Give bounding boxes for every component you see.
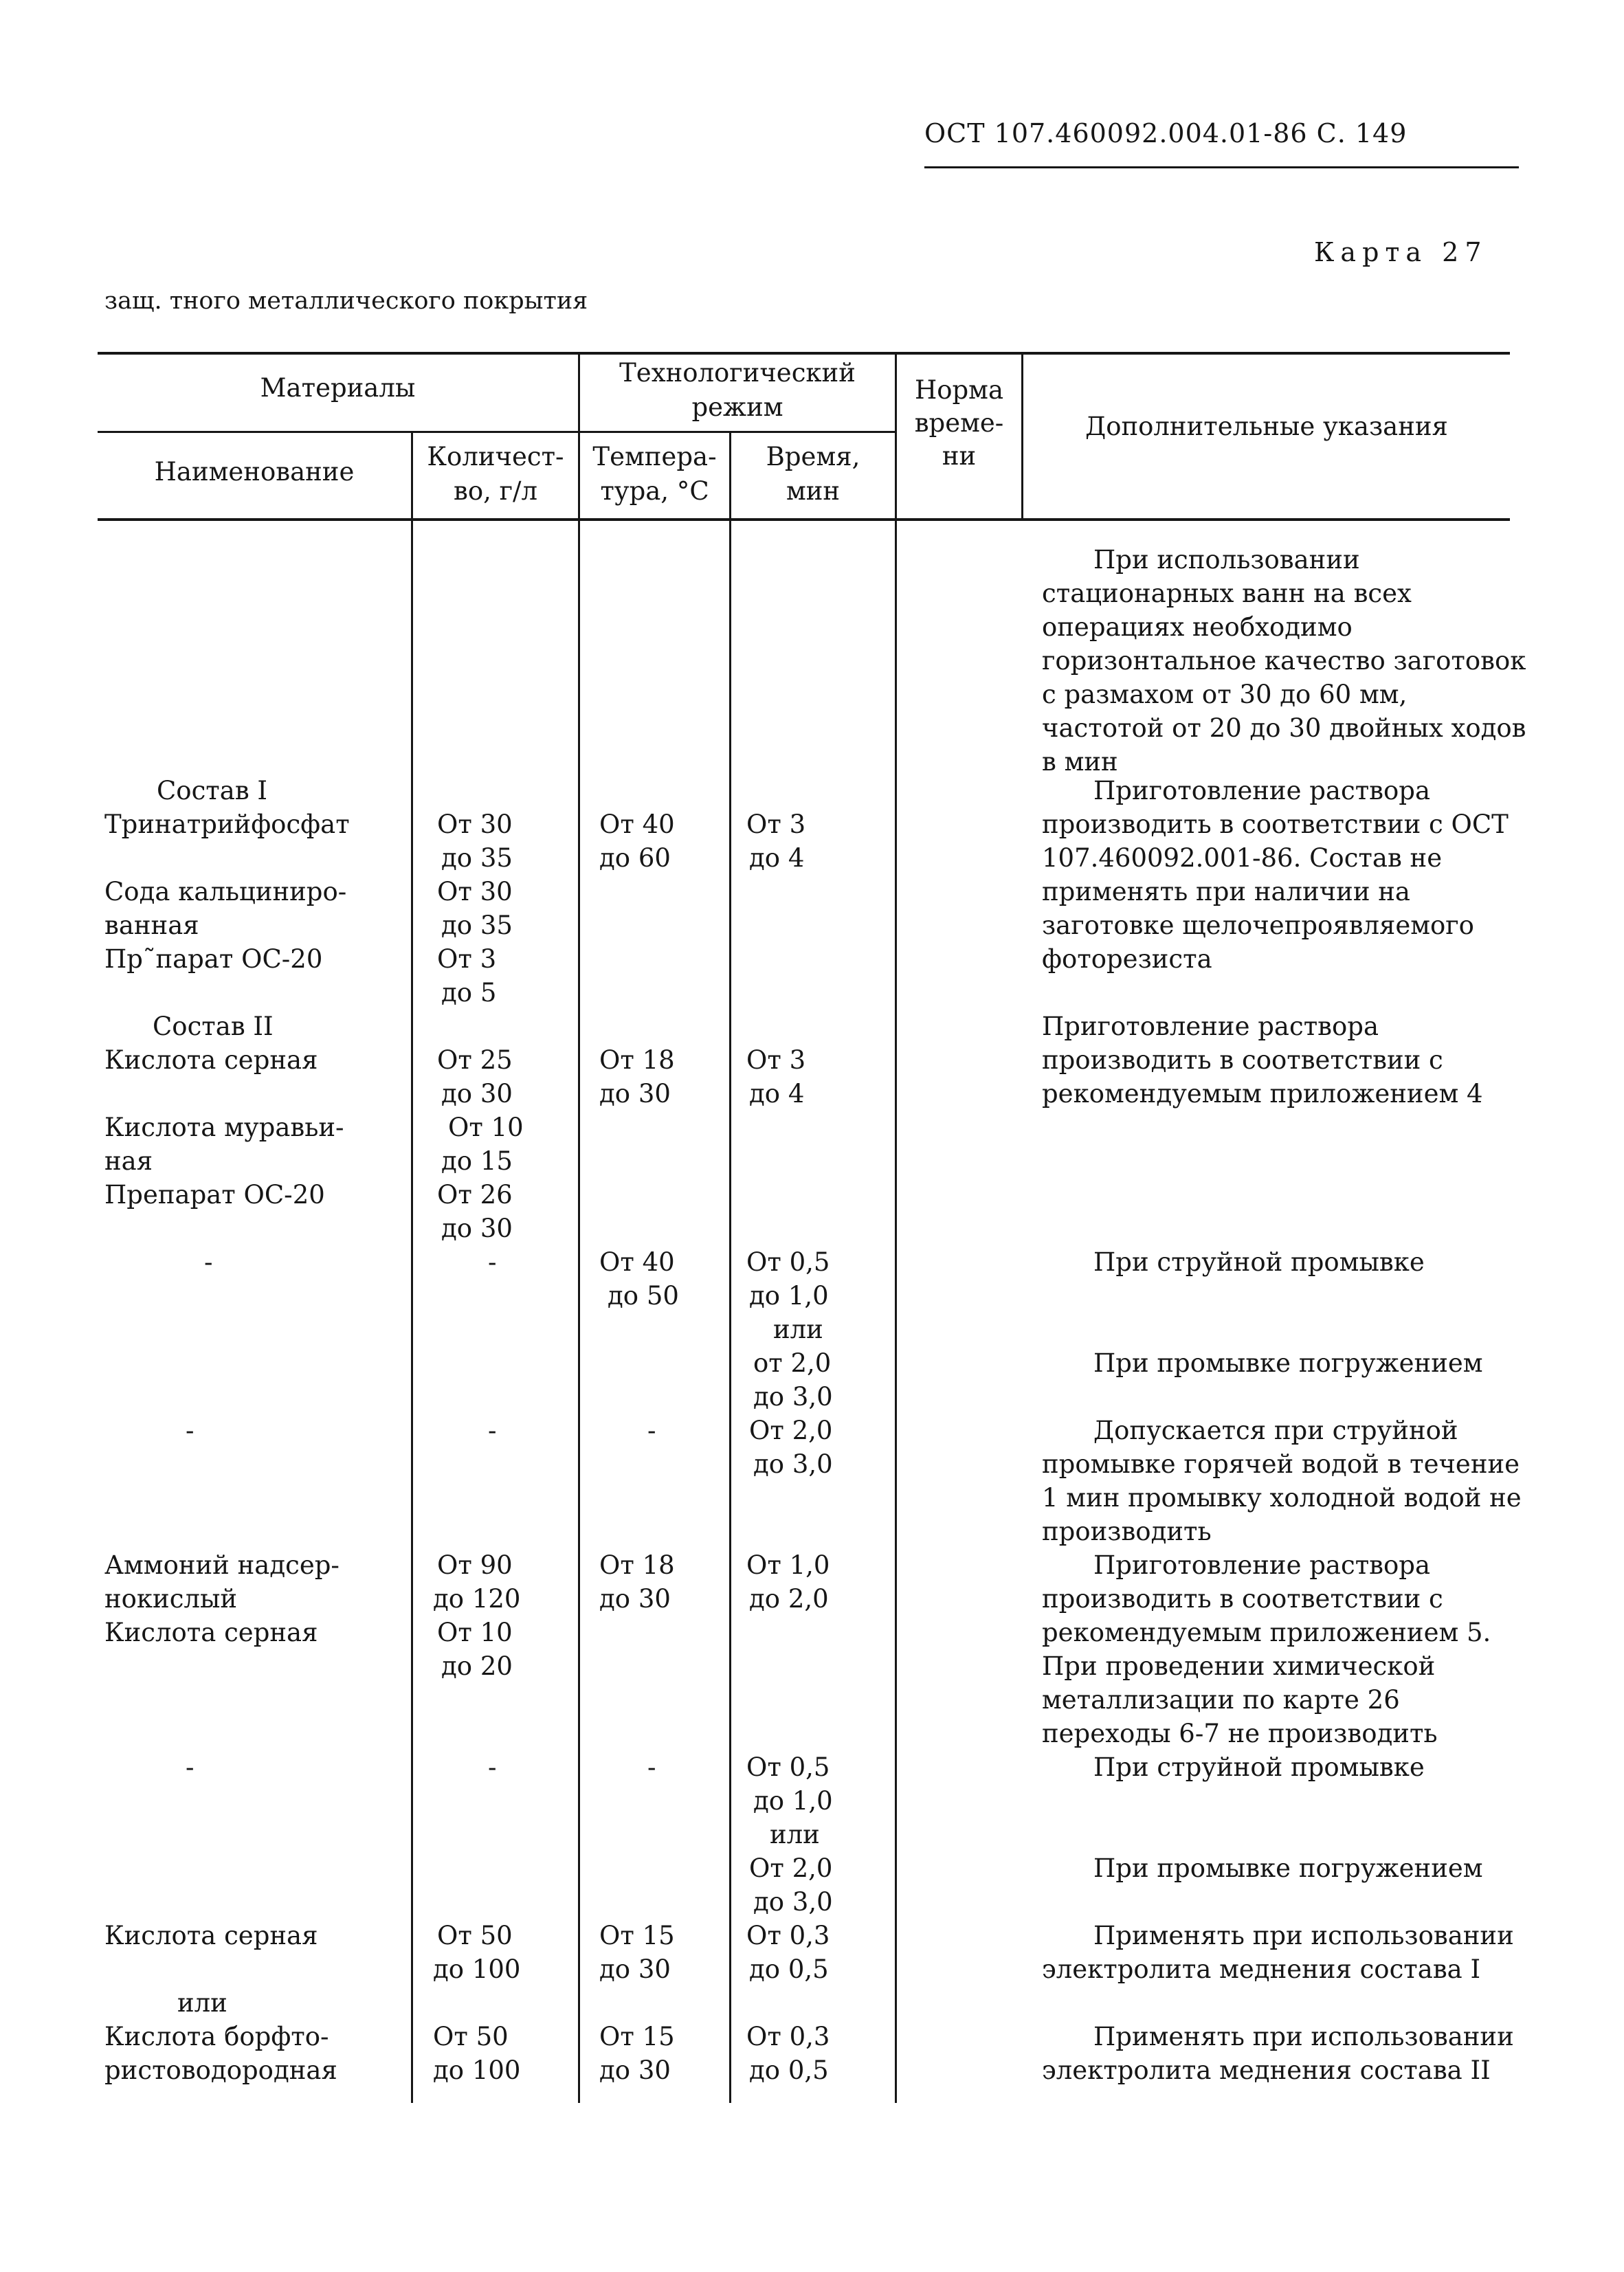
temperature-cell: до 30 — [599, 1079, 671, 1109]
table-top-rule — [98, 352, 1510, 355]
note: Применять при использовании электролита меднения состава II — [1042, 2022, 1514, 2085]
header-name: Наименование — [154, 457, 355, 487]
quantity-cell: до 30 — [441, 1079, 513, 1109]
time-cell: От 3 — [746, 810, 806, 839]
note: При промывке погружением — [1093, 1348, 1483, 1378]
time-cell: От 0,3 — [746, 2022, 830, 2051]
card-number: Карта 27 — [1314, 237, 1488, 267]
time-cell: От 1,0 — [746, 1550, 830, 1580]
note: Применять при использовании электролита меднения состава I — [1042, 1921, 1514, 1984]
header-materials: Материалы — [260, 373, 416, 403]
time-cell: От 0,3 — [746, 1921, 830, 1950]
header-temperature-1: Темпера- — [592, 442, 717, 471]
quantity-cell: От 50 — [433, 2022, 509, 2051]
col-divider-3 — [729, 433, 731, 2103]
quantity-cell: От 26 — [437, 1180, 513, 1210]
quantity-cell-dash: - — [488, 1752, 497, 1782]
temperature-cell: От 40 — [599, 1247, 675, 1277]
col-divider-1 — [411, 433, 413, 2103]
note: Допускается при струйной промывке горячей водой в течение 1 мин промывку холодной водой не производить — [1042, 1416, 1522, 1546]
name-cell: Кислота муравьи- — [104, 1113, 344, 1142]
quantity-cell: до 35 — [441, 911, 513, 940]
note: Приготовление раствора производить в соответствии с рекомендуемым приложением 5. При проведении химической металлизации по карте 26 переходы 6-7 не производить — [1042, 1550, 1491, 1748]
time-cell: до 3,0 — [753, 1449, 833, 1479]
time-cell: от 2,0 — [753, 1348, 832, 1378]
temperature-cell: От 15 — [599, 1921, 675, 1950]
time-cell: до 4 — [749, 843, 805, 873]
document-reference: ОСТ 107.460092.004.01-86 С. 149 — [924, 118, 1408, 148]
quantity-cell: От 90 — [437, 1550, 513, 1580]
name-cell: Кислота серная — [104, 1618, 318, 1647]
name-cell-dash: - — [204, 1247, 213, 1277]
quantity-cell: От 10 — [437, 1618, 513, 1647]
note: Приготовление раствора производить в соответствии с рекомендуемым приложением 4 — [1042, 1012, 1483, 1109]
quantity-cell: От 30 — [437, 810, 513, 839]
time-cell: до 3,0 — [753, 1382, 833, 1412]
name-cell: или — [177, 1988, 227, 2018]
time-cell: до 1,0 — [753, 1786, 833, 1816]
header-tech-mode: Технологический режим — [619, 358, 856, 422]
temperature-cell: От 18 — [599, 1550, 675, 1580]
header-temperature-2: тура, °С — [600, 476, 709, 506]
quantity-cell-dash: - — [488, 1416, 497, 1445]
temperature-cell: От 18 — [599, 1045, 675, 1075]
header-mid-rule-left — [98, 431, 896, 433]
temperature-cell: до 30 — [599, 1954, 671, 1984]
time-cell: до 1,0 — [749, 1281, 829, 1311]
temperature-cell-dash: - — [647, 1752, 656, 1782]
time-cell: От 3 — [746, 1045, 806, 1075]
quantity-cell: до 120 — [433, 1584, 521, 1614]
name-cell: нокислый — [104, 1584, 238, 1614]
quantity-cell-dash: - — [488, 1247, 497, 1277]
quantity-cell: От 10 — [448, 1113, 524, 1142]
temperature-cell: до 30 — [599, 1584, 671, 1614]
temperature-cell: От 40 — [599, 810, 675, 839]
col-divider-4 — [895, 355, 897, 2103]
header-additional: Дополнительные указания — [1085, 412, 1448, 441]
time-cell: или — [770, 1820, 820, 1849]
temperature-cell: От 15 — [599, 2022, 675, 2051]
temperature-cell: до 50 — [608, 1281, 679, 1311]
temperature-cell: до 30 — [599, 2056, 671, 2085]
quantity-cell: до 100 — [433, 2056, 521, 2085]
note: При использовании стационарных ванн на всех операциях необходимо горизонтальное качество заготовок с размахом от 30 до 60 мм, частотой от 20 до 30 двойных ходов в мин — [1042, 545, 1526, 777]
quantity-cell: до 100 — [433, 1954, 521, 1984]
quantity-cell: до 35 — [441, 843, 513, 873]
time-cell: до 2,0 — [749, 1584, 829, 1614]
note: При промывке погружением — [1093, 1853, 1483, 1883]
header-quantity-2: во, г/л — [454, 476, 537, 506]
name-cell: Препарат ОС-20 — [104, 1180, 325, 1210]
time-cell: или — [773, 1315, 823, 1344]
name-cell: Пр˜парат ОС-20 — [104, 944, 323, 974]
time-cell: От 0,5 — [746, 1247, 830, 1277]
name-cell-dash: - — [186, 1752, 194, 1782]
time-cell: От 2,0 — [749, 1853, 833, 1883]
time-cell: От 2,0 — [749, 1416, 833, 1445]
name-cell: Состав I — [157, 776, 268, 805]
time-cell: до 0,5 — [749, 2056, 829, 2085]
note: Приготовление раствора производить в соответствии с ОСТ 107.460092.001-86. Состав не применять при наличии на заготовке щелочепроявляемого фоторезиста — [1042, 776, 1509, 974]
time-cell: до 4 — [749, 1079, 805, 1109]
quantity-cell: От 3 — [437, 944, 497, 974]
note: При струйной промывке — [1093, 1247, 1425, 1277]
name-cell: Состав II — [153, 1012, 274, 1041]
name-cell: Кислота серная — [104, 1921, 318, 1950]
quantity-cell: От 50 — [437, 1921, 513, 1950]
quantity-cell: до 5 — [441, 978, 497, 1007]
header-time-2: мин — [786, 476, 841, 506]
note: При струйной промывке — [1093, 1752, 1425, 1782]
page-subtitle: защ. тного металлического покрытия — [104, 287, 588, 315]
name-cell: Аммоний надсер- — [104, 1550, 340, 1580]
name-cell: Кислота серная — [104, 1045, 318, 1075]
name-cell: ная — [104, 1146, 153, 1176]
name-cell: Кислота борфто- — [104, 2022, 329, 2051]
name-cell: ванная — [104, 911, 199, 940]
header-bottom-rule — [98, 518, 1510, 521]
name-cell: Сода кальциниро- — [104, 877, 347, 906]
time-cell: От 0,5 — [746, 1752, 830, 1782]
quantity-cell: до 30 — [441, 1214, 513, 1243]
name-cell: ристоводородная — [104, 2056, 337, 2085]
quantity-cell: От 30 — [437, 877, 513, 906]
quantity-cell: От 25 — [437, 1045, 513, 1075]
time-cell: до 3,0 — [753, 1887, 833, 1917]
header-quantity-1: Количест- — [427, 442, 564, 471]
col-divider-2 — [578, 355, 580, 2103]
header-underline — [924, 166, 1519, 168]
header-norm-time: Норма време- ни — [914, 375, 1004, 471]
time-cell: до 0,5 — [749, 1954, 829, 1984]
name-cell-dash: - — [186, 1416, 194, 1445]
quantity-cell: до 15 — [441, 1146, 513, 1176]
quantity-cell: до 20 — [441, 1651, 513, 1681]
temperature-cell-dash: - — [647, 1416, 656, 1445]
header-time-1: Время, — [766, 442, 860, 471]
name-cell: Тринатрийфосфат — [104, 810, 350, 839]
temperature-cell: до 60 — [599, 843, 671, 873]
